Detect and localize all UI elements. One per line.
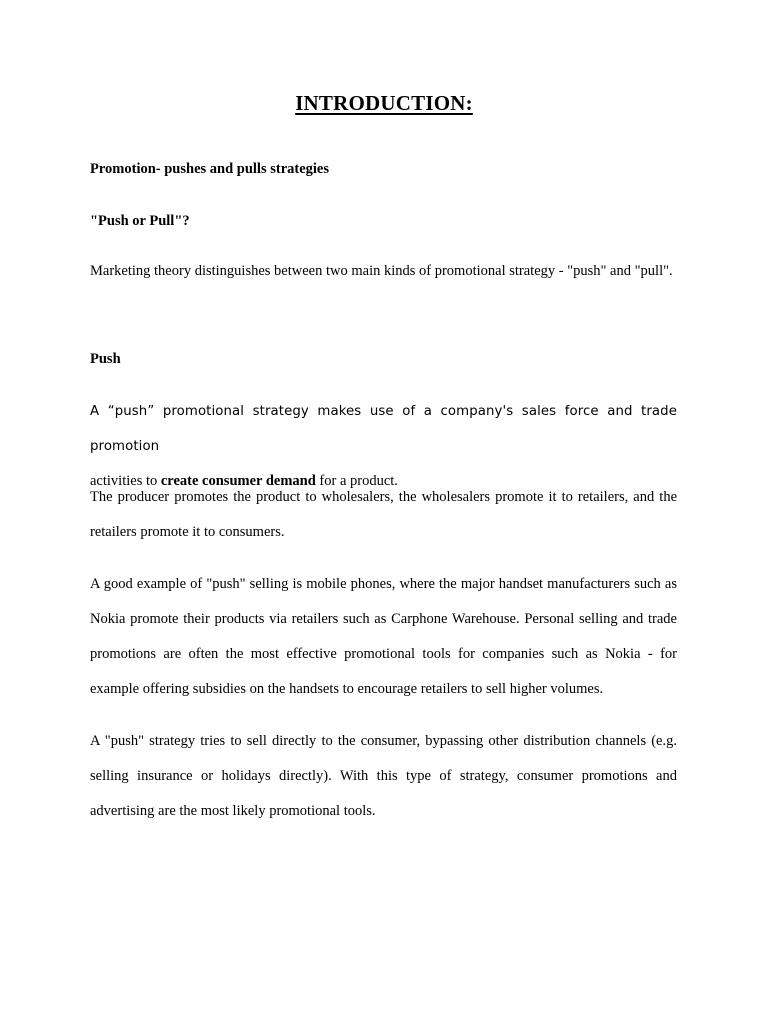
push-heading: Push [90,351,121,367]
push-paragraph-line2-start: activities to [90,473,161,489]
push-paragraph-line2-end: for a product. [315,473,398,489]
push-paragraph-lead: A “push” promotional strategy makes use of a company's sales force and trade promotion [90,404,677,454]
push-paragraph-emphasis: create consumer demand [160,473,316,489]
producer-paragraph: The producer promotes the product to wholesalers, the wholesalers promote it to retailers, and the retailers promote it to consumers. [90,489,677,540]
example-paragraph: A good example of "push" selling is mobile phones, where the major handset manufacturers such as Nokia promote their products via retailers such as Carphone Warehouse. Personal selling and trade promotions are often the most effective promotional tools for companies such as Nokia - for example offering subsidies on the handsets to encourage retailers to sell higher volumes. [90,576,677,697]
question-heading: "Push or Pull"? [90,213,190,229]
direct-paragraph: A "push" strategy tries to sell directly to the consumer, bypassing other distribution channels (e.g. selling insurance or holidays directly). With this type of strategy, consumer promotions and advertising are the most likely promotional tools. [90,733,677,819]
subtitle-heading: Promotion- pushes and pulls strategies [90,161,330,177]
intro-paragraph: Marketing theory distinguishes between two main kinds of promotional strategy - "push" and "pull". [90,263,673,279]
page-title: INTRODUCTION: [295,91,473,115]
